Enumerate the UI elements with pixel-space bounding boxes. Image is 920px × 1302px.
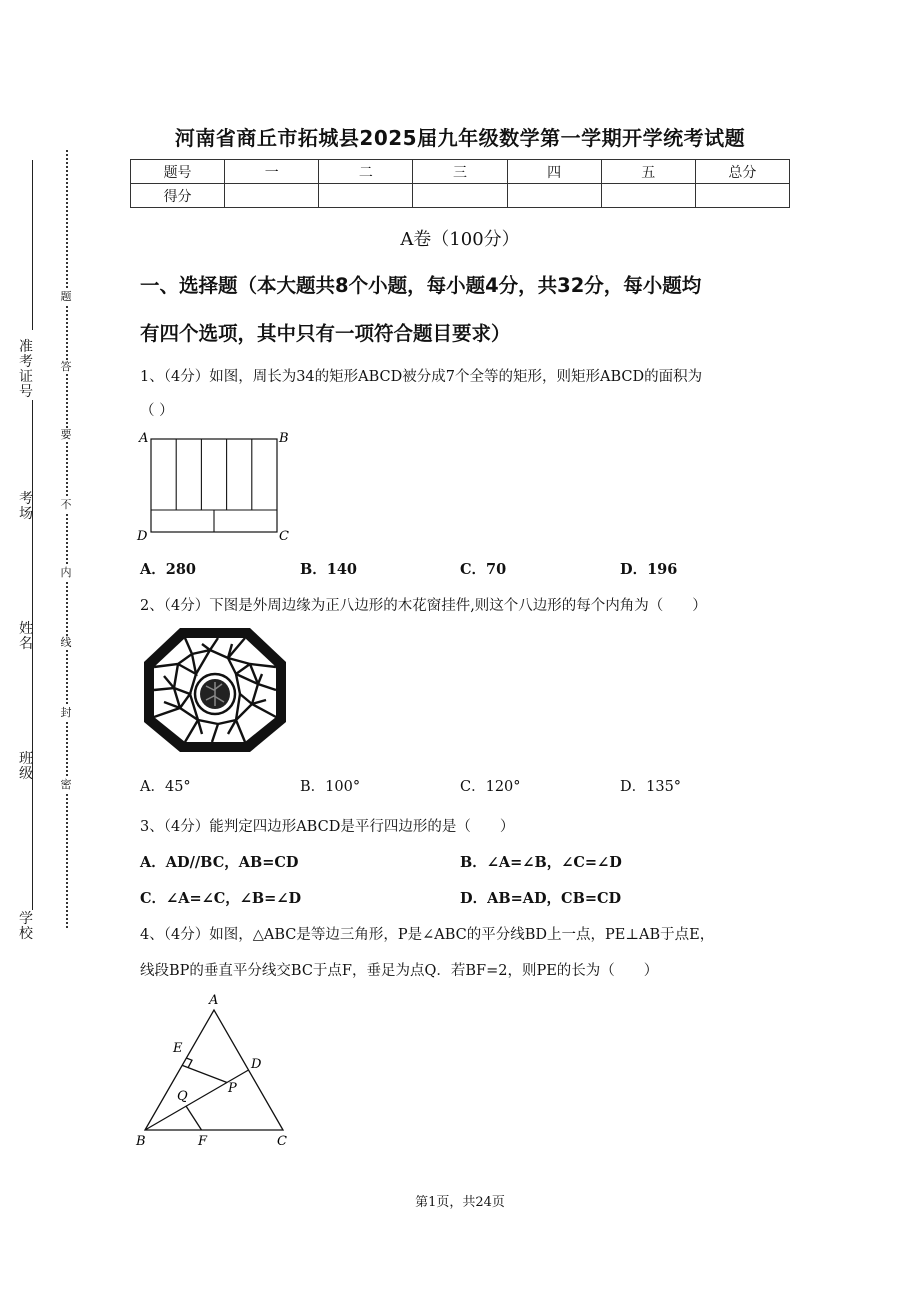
score-table-cell: 五 bbox=[601, 160, 695, 184]
score-table-cell bbox=[507, 184, 601, 208]
label-f: F bbox=[198, 1134, 208, 1149]
q1-option-a[interactable]: A．280 bbox=[140, 561, 197, 578]
q2-octagon-window-figure bbox=[140, 624, 290, 754]
label-p: P bbox=[228, 1081, 237, 1096]
score-table-cell: 总分 bbox=[695, 160, 789, 184]
q2-option-a[interactable]: A．45° bbox=[140, 779, 191, 795]
score-table-cell: 四 bbox=[507, 160, 601, 184]
q1-option-d[interactable]: D．196 bbox=[620, 561, 678, 578]
score-table-cell bbox=[319, 184, 413, 208]
seal-word: 题 bbox=[56, 290, 76, 304]
perpendicular-bisector-qf bbox=[186, 1106, 202, 1130]
section1-heading-line1: 一、选择题（本大题共8个小题，每小题4分，共32分，每小题均 bbox=[140, 274, 702, 297]
label-d: D bbox=[251, 1057, 262, 1072]
seal-word: 封 bbox=[56, 706, 76, 720]
score-table-cell bbox=[601, 184, 695, 208]
q3-option-b[interactable]: B．∠A=∠B，∠C=∠D bbox=[460, 854, 622, 871]
q4-text-line2: 线段BP的垂直平分线交BC于点F，垂足为点Q．若BF=2，则PE的长为（ ） bbox=[140, 963, 659, 979]
q1-text-line1: 1、（4分）如图，周长为34的矩形ABCD被分成7个全等的矩形，则矩形ABCD的面积为 bbox=[140, 369, 703, 385]
page-title: 河南省商丘市拓城县2025届九年级数学第一学期开学统考试题 bbox=[174, 126, 746, 150]
score-table-score-row bbox=[131, 184, 790, 208]
label-d: D bbox=[137, 529, 148, 544]
bisector-bd bbox=[145, 1070, 249, 1130]
score-table-cell: 一 bbox=[225, 160, 319, 184]
score-table-cell: 得分 bbox=[131, 184, 225, 208]
margin-label-name: 姓名 bbox=[19, 621, 33, 652]
q3-option-d[interactable]: D．AB=AD，CB=CD bbox=[460, 890, 622, 907]
score-table bbox=[130, 159, 790, 208]
score-table-header-row bbox=[131, 160, 790, 184]
triangle-abc bbox=[145, 1010, 283, 1130]
label-q: Q bbox=[177, 1089, 188, 1104]
q2-text: 2、（4分）下图是外周边缘为正八边形的木花窗挂件,则这个八边形的每个内角为（ ） bbox=[140, 598, 707, 614]
seal-word: 答 bbox=[56, 360, 76, 374]
q3-option-a[interactable]: A．AD//BC，AB=CD bbox=[140, 854, 299, 871]
seal-word: 线 bbox=[56, 636, 76, 650]
q1-option-c[interactable]: C．70 bbox=[460, 561, 507, 578]
q2-option-d[interactable]: D．135° bbox=[620, 779, 682, 795]
right-angle-mark bbox=[186, 1058, 192, 1067]
label-a: A bbox=[209, 993, 219, 1008]
q4-triangle-figure bbox=[132, 990, 302, 1150]
q3-option-c[interactable]: C．∠A=∠C，∠B=∠D bbox=[140, 890, 302, 907]
q2-option-b[interactable]: B．100° bbox=[300, 779, 361, 795]
score-table-cell bbox=[695, 184, 789, 208]
section-a-heading: A卷（100分） bbox=[400, 229, 520, 250]
seal-word: 密 bbox=[56, 778, 76, 792]
section1-heading-line2: 有四个选项，其中只有一项符合题目要求） bbox=[140, 322, 511, 345]
q4-text-line1: 4、（4分）如图，△ABC是等边三角形，P是∠ABC的平分线BD上一点，PE⊥AB于点E， bbox=[140, 927, 715, 943]
label-b: B bbox=[136, 1134, 146, 1149]
label-a: A bbox=[139, 431, 149, 446]
label-b: B bbox=[279, 431, 289, 446]
q1-option-b[interactable]: B．140 bbox=[300, 561, 358, 578]
q1-rectangle-figure bbox=[136, 428, 296, 546]
margin-label-ticket-number: 准考证号 bbox=[19, 339, 33, 400]
score-table-cell: 三 bbox=[413, 160, 507, 184]
seal-word: 不 bbox=[56, 498, 76, 512]
label-c: C bbox=[279, 529, 289, 544]
segment-pe bbox=[182, 1065, 227, 1082]
score-table-cell: 二 bbox=[319, 160, 413, 184]
label-e: E bbox=[173, 1041, 183, 1056]
label-c: C bbox=[277, 1134, 287, 1149]
margin-label-school: 学校 bbox=[19, 911, 33, 942]
seal-word: 要 bbox=[56, 428, 76, 442]
page-footer: 第1页，共24页 bbox=[415, 1195, 505, 1210]
q2-option-c[interactable]: C．120° bbox=[460, 779, 521, 795]
score-table-cell bbox=[413, 184, 507, 208]
seal-word: 内 bbox=[56, 566, 76, 580]
score-table-cell bbox=[225, 184, 319, 208]
margin-label-exam-room: 考场 bbox=[19, 491, 33, 522]
q3-text: 3、（4分）能判定四边形ABCD是平行四边形的是（ ） bbox=[140, 819, 515, 835]
q1-text-line2: （ ） bbox=[140, 403, 174, 419]
margin-label-class: 班级 bbox=[19, 751, 33, 782]
score-table-cell: 题号 bbox=[131, 160, 225, 184]
seal-dotted-line bbox=[66, 150, 68, 928]
